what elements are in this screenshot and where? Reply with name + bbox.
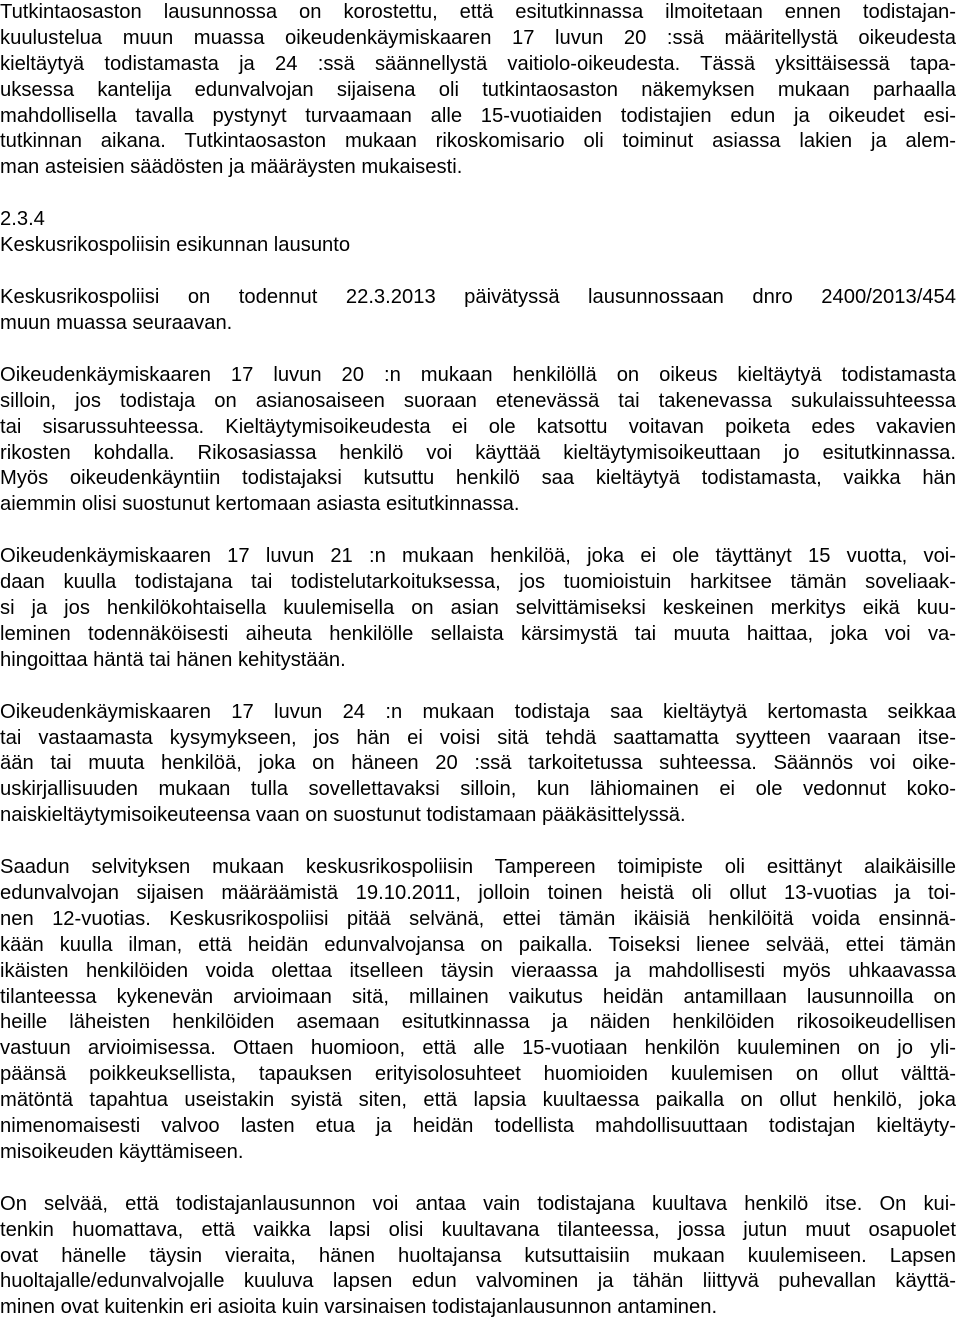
text-line: heille läheisten henkilöiden asemaan esitutkinnassa ja näiden henkilöiden rikosoikeudellisen — [0, 1011, 956, 1034]
text-line: man asteisien säädösten ja määräysten mukaisesti. — [0, 156, 463, 179]
text-line: mahdollisella tavalla pystynyt turvaamaan alle 15-vuotiaiden todistajien edun ja oikeudet esi- — [0, 104, 956, 127]
text-line: vastuun arvioimisessa. Ottaen huomioon, että alle 15-vuotiaan henkilön kuuleminen on jo yli- — [0, 1037, 956, 1060]
text-line: tutkinnan aikana. Tutkintaosaston mukaan rikoskomisario oli toiminut asiassa lakien ja alem- — [0, 130, 956, 153]
text-line: mätöntä tapahtua useistakin syistä siten, että lapsia kuultaessa paikalla on ollut henkilö, joka — [0, 1089, 956, 1112]
text-line: hingoittaa häntä tai hänen kehitystään. — [0, 648, 346, 671]
text-line: On selvää, että todistajanlausunnon voi antaa vain todistajana kuultava henkilö itse. On kui- — [0, 1192, 956, 1215]
spacer — [0, 337, 956, 363]
text-line: muun muassa seuraavan. — [0, 311, 233, 334]
spacer — [0, 674, 956, 700]
text-line: ovat hänelle täysin vieraita, hänen huoltajansa kutsuttaisiin mukaan kuulemiseen. Lapsen — [0, 1244, 956, 1267]
text-line: Keskusrikospoliisi on todennut 22.3.2013 päivätyssä lausunnossaan dnro 2400/2013/454 — [0, 286, 956, 309]
text-line: rikosten kohdalla. Rikosasiassa henkilö voi käyttää kieltäytymisoikeuttaan jo esitutkinnassa. — [0, 441, 956, 464]
text-line: Oikeudenkäymiskaaren 17 luvun 21 :n mukaan henkilöä, joka ei ole täyttänyt 15 vuotta, voi- — [0, 545, 956, 568]
spacer — [0, 1166, 956, 1192]
spacer — [0, 259, 956, 285]
spacer — [0, 181, 956, 207]
text-line: si ja jos henkilökohtaisella kuulemisella on asian selvittämiseksi keskeinen merkitys eikä kuu- — [0, 596, 956, 619]
text-line: minen ovat kuitenkin eri asioita kuin varsinaisen todistajanlausunnon antaminen. — [0, 1296, 718, 1319]
text-line: tai sisarussuhteessa. Kieltäytymisoikeudesta ei ole katsottu voitavan poiketa edes vakavien — [0, 415, 956, 438]
text-line: edunvalvojan sijaisen määräämistä 19.10.2011, jolloin toinen heistä oli ollut 13-vuotias ja toi- — [0, 881, 956, 904]
text-line: päänsä poikkeuksellista, tapauksen erityisolosuhteet huomioiden kuulemisen on ollut välttä- — [0, 1063, 956, 1086]
text-line: daan kuulla todistajana tai todistelutarkoituksessa, jos tuomioistuin harkitsee tämän soveliaak- — [0, 571, 956, 594]
text-line: Tutkintaosaston lausunnossa on korostettu, että esitutkinnassa ilmoitetaan ennen todistajan- — [0, 1, 956, 23]
text-line: Oikeudenkäymiskaaren 17 luvun 24 :n mukaan todistaja saa kieltäytyä kertomasta seikkaa — [0, 700, 956, 723]
spacer — [0, 829, 956, 855]
text-line: uksessa kantelija edunvalvojan sijaisena oli tutkintaosaston näkemyksen mukaan parhaalla — [0, 78, 956, 101]
text-line: leminen todennäköisesti aiheuta henkilölle sellaista kärsimystä tai muuta haittaa, joka voi va- — [0, 622, 956, 645]
text-line: aiemmin olisi suostunut kertomaan asiasta esitutkinnassa. — [0, 493, 520, 516]
text-line: Saadun selvityksen mukaan keskusrikospoliisin Tampereen toimipiste oli esittänyt alaikäisille — [0, 856, 956, 879]
text-line: ään tai muuta henkilöä, joka on häneen 20 :ssä tarkoitetussa suhteessa. Säännös voi oike- — [0, 752, 956, 775]
text-line: kuulustelua muun muassa oikeudenkäymiskaaren 17 luvun 20 :ssä määritellystä oikeudesta — [0, 26, 956, 49]
text-line: ikäisten henkilöiden voida olettaa itselleen täysin vieraassa ja mahdollisesti myös uhkaavassa — [0, 959, 956, 982]
text-line: kieltäytyä todistamasta ja 24 :ssä säännellystä vaitiolo-oikeudesta. Tässä yksittäisessä tapa- — [0, 52, 956, 75]
text-line: naiskieltäytymisoikeuteensa vaan on suostunut todistamaan pääkäsittelyssä. — [0, 804, 686, 827]
text-line: nimenomaisesti valvoo lasten etua ja heidän todellista mahdollisuuttaan todistajan kieltäyty- — [0, 1114, 956, 1137]
paragraph-todistajanlausunto — [0, 1192, 956, 1321]
text-line: kään kuulla ilman, että heidän edunvalvojansa on paikalla. Toiseksi lienee selvää, ettei tämän — [0, 933, 956, 956]
text-line: uskirjallisuuden mukaan tulla sovellettavaksi silloin, kun lähiomainen ei ole vedonnut koko- — [0, 778, 956, 801]
paragraph-tutkintaosasto — [0, 0, 956, 181]
text-line: huoltajalle/edunvalvojalle kuuluva lapsen edun valvominen ja tähän liittyvä puhevallan käyttä- — [0, 1270, 956, 1293]
paragraph-ok-17-20 — [0, 363, 956, 518]
text-line: silloin, jos todistaja on asianosaiseen suoraan etenevässä tai takenevassa sukulaissuhteessa — [0, 389, 956, 412]
text-line: Oikeudenkäymiskaaren 17 luvun 20 :n mukaan henkilöllä on oikeus kieltäytyä todistamasta — [0, 363, 956, 386]
text-line: Myös oikeudenkäyntiin todistajaksi kutsuttu henkilö saa kieltäytyä todistamasta, vaikka hän — [0, 467, 956, 490]
text-line: tenkin huomattava, että vaikka lapsi olisi kuultavana tilanteessa, jossa jutun muut osapuolet — [0, 1218, 956, 1241]
section-number: 2.3.4 — [0, 208, 45, 231]
text-line: tilanteessa kykenevän arvioimaan sitä, millainen vaikutus heidän antamillaan lausunnoilla on — [0, 985, 956, 1008]
text-line: tai vastaamasta kysymykseen, jos hän ei voisi sitä tehdä saattamatta syytteen vaaraan itse- — [0, 726, 956, 749]
paragraph-ok-17-24 — [0, 700, 956, 829]
paragraph-selvitys — [0, 855, 956, 1166]
section-title: Keskusrikospoliisin esikunnan lausunto — [0, 234, 351, 257]
spacer — [0, 518, 956, 544]
paragraph-ok-17-21 — [0, 544, 956, 673]
text-line: misoikeuden käyttämiseen. — [0, 1140, 244, 1163]
paragraph-krp-statement — [0, 285, 956, 337]
text-line: nen 12-vuotias. Keskusrikospoliisi pitää selvänä, ettei tämän ikäisiä henkilöitä voida ensinnä- — [0, 907, 956, 930]
